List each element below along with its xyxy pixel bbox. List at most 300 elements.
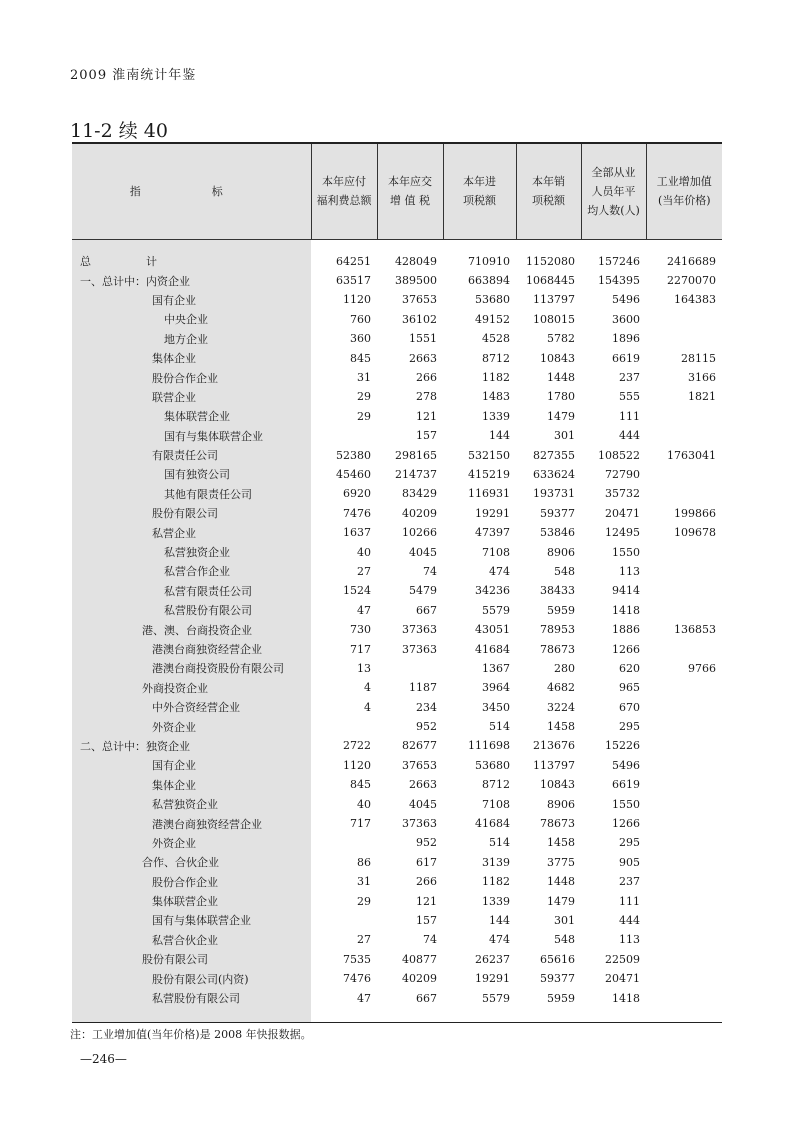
row-label: 港澳台商投资股份有限公司: [72, 659, 311, 678]
value-cell: 1550: [612, 545, 640, 559]
row-label: 私营合伙企业: [72, 930, 311, 949]
row-label: 外资企业: [72, 717, 311, 736]
row-label: 中央企业: [72, 310, 311, 329]
table-row: [72, 756, 722, 775]
spacer-row: [72, 239, 722, 252]
value-cell: [646, 465, 722, 484]
value-cell: 40877: [402, 952, 437, 966]
statistics-table: [72, 142, 722, 1023]
header-line: 增 值 税: [390, 194, 430, 208]
spacer-cell: [581, 239, 646, 252]
value-cell: 298165: [395, 448, 437, 462]
value-cell: 154395: [598, 274, 640, 288]
value-cell: 22509: [605, 952, 640, 966]
value-cell: 1339: [482, 409, 510, 423]
table-row: [72, 969, 722, 988]
value-cell: 27: [357, 564, 371, 578]
table-row: [72, 523, 722, 542]
value-cell: 444: [619, 913, 640, 927]
value-cell: [646, 950, 722, 969]
row-label: 合作、合伙企业: [72, 853, 311, 872]
value-cell: 444: [619, 429, 640, 443]
row-label: 国有独资公司: [72, 465, 311, 484]
value-cell: 20471: [605, 972, 640, 986]
value-cell: 4045: [409, 797, 437, 811]
value-cell: 6619: [612, 351, 640, 365]
spacer-cell: [646, 239, 722, 252]
spacer-row: [72, 1008, 722, 1023]
value-cell: 428049: [395, 254, 437, 268]
row-label: 港澳台商独资经营企业: [72, 639, 311, 658]
statistics-table-container: [72, 142, 722, 1023]
value-cell: 7108: [482, 797, 510, 811]
header-line: 指 标: [129, 184, 253, 198]
value-cell: [646, 872, 722, 891]
value-cell: 9766: [688, 661, 716, 675]
value-cell: [646, 988, 722, 1007]
value-cell: 1458: [547, 836, 575, 850]
spacer-cell: [516, 239, 581, 252]
value-cell: 52380: [336, 448, 371, 462]
value-cell: 8906: [547, 797, 575, 811]
value-cell: 1418: [612, 603, 640, 617]
value-cell: 845: [350, 778, 371, 792]
table-row: [72, 833, 722, 852]
value-cell: 1551: [409, 332, 437, 346]
value-cell: [311, 833, 377, 852]
value-cell: 40209: [402, 506, 437, 520]
header-line: 本年应交: [388, 175, 432, 189]
value-cell: [646, 756, 722, 775]
value-cell: 7108: [482, 545, 510, 559]
value-cell: 41684: [475, 642, 510, 656]
value-cell: [646, 310, 722, 329]
row-label: 二、总计中：独资企业: [72, 736, 311, 755]
table-row: [72, 601, 722, 620]
value-cell: 214737: [395, 467, 437, 481]
header-line: 本年销: [532, 175, 565, 189]
row-label: 集体联营企业: [72, 891, 311, 910]
table-row: [72, 853, 722, 872]
header-line: 均人数(人): [587, 203, 640, 217]
value-cell: 1182: [482, 875, 510, 889]
value-cell: 4682: [547, 681, 575, 695]
value-cell: 234: [416, 700, 437, 714]
value-cell: 193731: [533, 487, 575, 501]
value-cell: 9414: [612, 584, 640, 598]
spacer-cell: [646, 1008, 722, 1023]
value-cell: 78673: [540, 817, 575, 831]
value-cell: 41684: [475, 817, 510, 831]
value-cell: 295: [619, 836, 640, 850]
row-label: 私营股份有限公司: [72, 601, 311, 620]
value-cell: 53846: [540, 526, 575, 540]
row-label: 联营企业: [72, 387, 311, 406]
row-label: 私营独资企业: [72, 794, 311, 813]
value-cell: 74: [423, 564, 437, 578]
value-cell: 144: [489, 429, 510, 443]
table-row: [72, 678, 722, 697]
value-cell: 40209: [402, 972, 437, 986]
table-row: [72, 930, 722, 949]
value-cell: 1367: [482, 661, 510, 675]
value-cell: [311, 911, 377, 930]
value-cell: 905: [619, 855, 640, 869]
value-cell: 199866: [674, 506, 716, 520]
footnote: 注：工业增加值(当年价格)是 2008 年快报数据。: [70, 1028, 312, 1041]
value-cell: 40: [357, 797, 371, 811]
value-cell: 237: [619, 875, 640, 889]
spacer-cell: [443, 239, 516, 252]
value-cell: 10843: [540, 778, 575, 792]
row-label: 其他有限责任公司: [72, 484, 311, 503]
value-cell: 3600: [612, 312, 640, 326]
row-label: 有限责任公司: [72, 445, 311, 464]
value-cell: 5496: [612, 293, 640, 307]
value-cell: 1780: [547, 390, 575, 404]
value-cell: 19291: [475, 506, 510, 520]
value-cell: 1550: [612, 797, 640, 811]
header-column: [646, 143, 722, 239]
row-label: 国有企业: [72, 290, 311, 309]
table-row: [72, 465, 722, 484]
value-cell: 26237: [475, 952, 510, 966]
value-cell: 2270070: [667, 274, 716, 288]
value-cell: 157: [416, 913, 437, 927]
value-cell: 548: [554, 933, 575, 947]
value-cell: [646, 426, 722, 445]
value-cell: 47397: [475, 526, 510, 540]
spacer-cell: [311, 1008, 377, 1023]
table-row: [72, 348, 722, 367]
value-cell: [646, 329, 722, 348]
value-cell: 952: [416, 836, 437, 850]
value-cell: 474: [489, 933, 510, 947]
table-row: [72, 426, 722, 445]
value-cell: 157: [416, 429, 437, 443]
value-cell: 78953: [540, 623, 575, 637]
value-cell: [311, 717, 377, 736]
value-cell: 40: [357, 545, 371, 559]
table-body: [72, 239, 722, 1022]
table-row: [72, 775, 722, 794]
spacer-cell: [72, 1008, 311, 1023]
value-cell: 4045: [409, 545, 437, 559]
value-cell: 49152: [475, 312, 510, 326]
value-cell: 1886: [612, 623, 640, 637]
value-cell: [646, 542, 722, 561]
value-cell: 47: [357, 603, 371, 617]
value-cell: 633624: [533, 467, 575, 481]
value-cell: 6920: [343, 487, 371, 501]
value-cell: 108522: [598, 448, 640, 462]
row-label: 股份有限公司: [72, 504, 311, 523]
table-row: [72, 368, 722, 387]
value-cell: 111: [619, 409, 640, 423]
value-cell: 157246: [598, 254, 640, 268]
row-label: 股份有限公司: [72, 950, 311, 969]
value-cell: [646, 775, 722, 794]
spacer-cell: [311, 239, 377, 252]
value-cell: 1448: [547, 875, 575, 889]
value-cell: 952: [416, 720, 437, 734]
value-cell: 31: [357, 371, 371, 385]
value-cell: 514: [489, 720, 510, 734]
value-cell: 29: [357, 894, 371, 908]
value-cell: 5496: [612, 758, 640, 772]
value-cell: [646, 581, 722, 600]
value-cell: [646, 930, 722, 949]
value-cell: 1418: [612, 991, 640, 1005]
header-column: [311, 143, 377, 239]
table-row: [72, 407, 722, 426]
value-cell: 15226: [605, 739, 640, 753]
value-cell: 78673: [540, 642, 575, 656]
value-cell: 3166: [688, 371, 716, 385]
value-cell: 1458: [547, 720, 575, 734]
value-cell: 760: [350, 312, 371, 326]
table-row: [72, 717, 722, 736]
value-cell: 1182: [482, 371, 510, 385]
row-label: 地方企业: [72, 329, 311, 348]
value-cell: 3224: [547, 700, 575, 714]
value-cell: 59377: [540, 506, 575, 520]
value-cell: 6619: [612, 778, 640, 792]
value-cell: 2722: [343, 739, 371, 753]
spacer-cell: [443, 1008, 516, 1023]
value-cell: 1068445: [526, 274, 575, 288]
value-cell: 295: [619, 720, 640, 734]
table-row: [72, 736, 722, 755]
value-cell: 827355: [533, 448, 575, 462]
value-cell: 213676: [533, 739, 575, 753]
value-cell: 74: [423, 933, 437, 947]
value-cell: 164383: [674, 293, 716, 307]
header-line: 项税额: [463, 194, 496, 208]
value-cell: 10843: [540, 351, 575, 365]
value-cell: [646, 601, 722, 620]
value-cell: 5782: [547, 332, 575, 346]
value-cell: 8906: [547, 545, 575, 559]
value-cell: 5579: [482, 603, 510, 617]
row-label: 港、澳、台商投资企业: [72, 620, 311, 639]
running-head: 2009 淮南统计年鉴: [70, 68, 197, 83]
value-cell: 63517: [336, 274, 371, 288]
value-cell: 121: [416, 409, 437, 423]
value-cell: 64251: [336, 254, 371, 268]
row-label: 私营独资企业: [72, 542, 311, 561]
value-cell: 965: [619, 681, 640, 695]
value-cell: 730: [350, 623, 371, 637]
value-cell: 1821: [688, 390, 716, 404]
value-cell: [646, 833, 722, 852]
value-cell: 1120: [343, 293, 371, 307]
value-cell: [377, 659, 443, 678]
table-row: [72, 697, 722, 716]
value-cell: [646, 853, 722, 872]
value-cell: 113: [619, 564, 640, 578]
value-cell: 4528: [482, 332, 510, 346]
table-row: [72, 252, 722, 271]
table-row: [72, 620, 722, 639]
value-cell: [646, 969, 722, 988]
row-label: 私营有限责任公司: [72, 581, 311, 600]
value-cell: 1339: [482, 894, 510, 908]
value-cell: 111: [619, 894, 640, 908]
value-cell: 514: [489, 836, 510, 850]
value-cell: 667: [416, 991, 437, 1005]
value-cell: [646, 407, 722, 426]
value-cell: 7535: [343, 952, 371, 966]
row-label: 国有企业: [72, 756, 311, 775]
table-row: [72, 504, 722, 523]
spacer-cell: [377, 1008, 443, 1023]
table-row: [72, 659, 722, 678]
value-cell: 53680: [475, 758, 510, 772]
value-cell: [646, 794, 722, 813]
value-cell: 82677: [402, 739, 437, 753]
table-row: [72, 271, 722, 290]
value-cell: 717: [350, 817, 371, 831]
header-line: 本年应付: [322, 175, 366, 189]
header-line: 本年进: [463, 175, 496, 189]
value-cell: 8712: [482, 351, 510, 365]
value-cell: 27: [357, 933, 371, 947]
table-row: [72, 484, 722, 503]
value-cell: 28115: [681, 351, 716, 365]
value-cell: 1448: [547, 371, 575, 385]
table-row: [72, 562, 722, 581]
table-row: [72, 581, 722, 600]
value-cell: 3139: [482, 855, 510, 869]
value-cell: 37363: [402, 817, 437, 831]
value-cell: 37363: [402, 623, 437, 637]
value-cell: [646, 717, 722, 736]
row-label: 集体联营企业: [72, 407, 311, 426]
value-cell: [646, 911, 722, 930]
row-label: 外商投资企业: [72, 678, 311, 697]
value-cell: 8712: [482, 778, 510, 792]
value-cell: 7476: [343, 506, 371, 520]
spacer-cell: [516, 1008, 581, 1023]
value-cell: 37363: [402, 642, 437, 656]
value-cell: 144: [489, 913, 510, 927]
row-label: 总 计: [72, 252, 311, 271]
table-row: [72, 639, 722, 658]
header-line: 工业增加值: [656, 175, 712, 189]
header-column: [443, 143, 516, 239]
value-cell: 34236: [475, 584, 510, 598]
table-row: [72, 950, 722, 969]
row-label: 集体企业: [72, 775, 311, 794]
value-cell: 2663: [409, 351, 437, 365]
table-row: [72, 310, 722, 329]
row-label: 股份有限公司(内资): [72, 969, 311, 988]
value-cell: 237: [619, 371, 640, 385]
value-cell: 5579: [482, 991, 510, 1005]
value-cell: [646, 562, 722, 581]
value-cell: 20471: [605, 506, 640, 520]
value-cell: 3775: [547, 855, 575, 869]
value-cell: 2416689: [667, 254, 716, 268]
value-cell: 617: [416, 855, 437, 869]
value-cell: 136853: [674, 623, 716, 637]
value-cell: 4: [364, 700, 371, 714]
value-cell: 2663: [409, 778, 437, 792]
value-cell: 5479: [409, 584, 437, 598]
value-cell: 19291: [475, 972, 510, 986]
header-column: [516, 143, 581, 239]
row-label: 国有与集体联营企业: [72, 426, 311, 445]
value-cell: 1187: [409, 681, 437, 695]
value-cell: 72790: [605, 467, 640, 481]
value-cell: 31: [357, 875, 371, 889]
value-cell: 109678: [674, 526, 716, 540]
value-cell: [646, 736, 722, 755]
table-row: [72, 988, 722, 1007]
value-cell: 12495: [605, 526, 640, 540]
row-label: 港澳台商独资经营企业: [72, 814, 311, 833]
row-label: 私营股份有限公司: [72, 988, 311, 1007]
value-cell: 29: [357, 390, 371, 404]
value-cell: 10266: [402, 526, 437, 540]
value-cell: 113797: [533, 758, 575, 772]
value-cell: 663894: [468, 274, 510, 288]
header-line: (当年价格): [657, 194, 711, 208]
value-cell: [646, 484, 722, 503]
value-cell: 620: [619, 661, 640, 675]
value-cell: 3450: [482, 700, 510, 714]
value-cell: 1479: [547, 409, 575, 423]
value-cell: 360: [350, 332, 371, 346]
value-cell: [646, 697, 722, 716]
value-cell: 13: [357, 661, 371, 675]
row-label: 私营企业: [72, 523, 311, 542]
value-cell: 38433: [540, 584, 575, 598]
value-cell: 1763041: [667, 448, 716, 462]
spacer-cell: [377, 239, 443, 252]
value-cell: 111698: [468, 739, 510, 753]
value-cell: [646, 891, 722, 910]
header-row: [72, 143, 722, 239]
value-cell: 389500: [395, 274, 437, 288]
value-cell: 5959: [547, 603, 575, 617]
value-cell: 474: [489, 564, 510, 578]
value-cell: 301: [554, 429, 575, 443]
value-cell: 47: [357, 991, 371, 1005]
table-row: [72, 445, 722, 464]
header-line: 项税额: [532, 194, 565, 208]
value-cell: 555: [619, 390, 640, 404]
value-cell: 548: [554, 564, 575, 578]
table-title: 11-2 续 40: [70, 120, 168, 142]
value-cell: 1152080: [526, 254, 575, 268]
row-label: 国有与集体联营企业: [72, 911, 311, 930]
table-row: [72, 911, 722, 930]
value-cell: 1266: [612, 642, 640, 656]
value-cell: 37653: [402, 758, 437, 772]
value-cell: 43051: [475, 623, 510, 637]
header-line: 人员年平: [591, 184, 636, 198]
value-cell: 845: [350, 351, 371, 365]
value-cell: 1120: [343, 758, 371, 772]
value-cell: 83429: [402, 487, 437, 501]
value-cell: 45460: [336, 467, 371, 481]
table-row: [72, 872, 722, 891]
header-line: 全部从业: [591, 165, 636, 179]
value-cell: 1637: [343, 526, 371, 540]
value-cell: 5959: [547, 991, 575, 1005]
